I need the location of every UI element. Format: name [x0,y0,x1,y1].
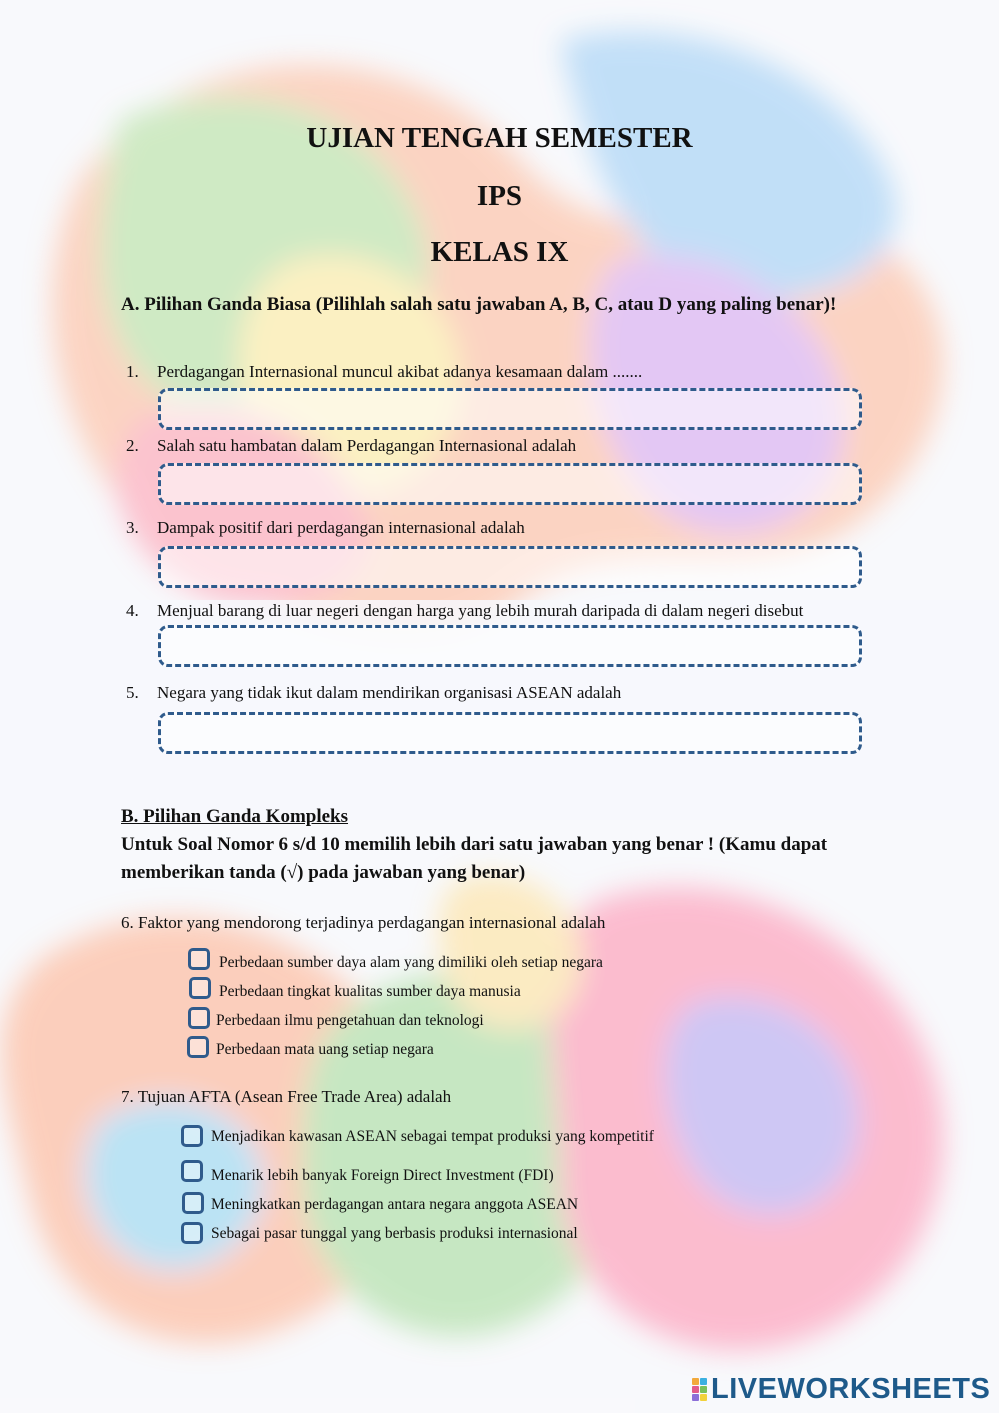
question-text: Dampak positif dari perdagangan internasional adalah [157,518,525,537]
option-label: Menarik lebih banyak Foreign Direct Investment (FDI) [211,1167,554,1184]
option-label: Meningkatkan perdagangan antara negara anggota ASEAN [211,1196,579,1213]
answer-box-5[interactable] [158,712,862,754]
liveworksheets-logo-icon [692,1378,707,1401]
section-b-instruction: Untuk Soal Nomor 6 s/d 10 memilih lebih dari satu jawaban yang benar ! (Kamu dapat memberikan tanda (√) pada jawaban yang benar) [121,834,828,883]
question-number: 2. [126,436,139,455]
question-number: 5. [126,683,139,702]
question-text: Negara yang tidak ikut dalam mendirikan organisasi ASEAN adalah [157,683,622,702]
option-label: Perbedaan mata uang setiap negara [216,1041,434,1058]
checkbox-q6-option-1[interactable] [188,948,210,970]
checkbox-q6-option-3[interactable] [188,1007,210,1029]
question-6: 6. Faktor yang mendorong terjadinya perdagangan internasional adalah [121,913,606,932]
logo-text: LIVEWORKSHEETS [711,1372,991,1405]
question-text: Salah satu hambatan dalam Perdagangan Internasional adalah [157,436,577,455]
answer-box-1[interactable] [158,388,862,430]
option-label: Sebagai pasar tunggal yang berbasis produksi internasional [211,1225,578,1242]
question-7: 7. Tujuan AFTA (Asean Free Trade Area) adalah [121,1087,452,1106]
liveworksheets-logo[interactable] [692,1372,990,1406]
question-text: Menjual barang di luar negeri dengan harga yang lebih murah daripada di dalam negeri disebut [157,601,804,620]
question-number: 1. [126,362,139,381]
section-b-title: B. Pilihan Ganda Kompleks [121,806,349,827]
option-label: Perbedaan sumber daya alam yang dimiliki oleh setiap negara [219,954,603,971]
checkbox-q7-option-1[interactable] [181,1125,203,1147]
checkbox-q6-option-4[interactable] [187,1036,209,1058]
question-1 [126,362,642,382]
question-number: 3. [126,518,139,537]
exam-title: UJIAN TENGAH SEMESTER [306,122,693,154]
answer-box-4[interactable] [158,625,862,667]
checkbox-q7-option-4[interactable] [181,1222,203,1244]
question-5 [126,683,621,703]
checkbox-q7-option-3[interactable] [182,1192,204,1214]
checkbox-q7-option-2[interactable] [181,1160,203,1182]
exam-class: KELAS IX [430,236,569,268]
checkbox-q6-option-2[interactable] [189,977,211,999]
section-a-heading: A. Pilihan Ganda Biasa (Pilihlah salah satu jawaban A, B, C, atau D yang paling benar)! [121,294,837,315]
question-4 [126,601,803,621]
option-label: Perbedaan tingkat kualitas sumber daya manusia [219,983,521,1000]
question-2 [126,436,576,456]
answer-box-2[interactable] [158,463,862,505]
question-number: 4. [126,601,139,620]
exam-subject: IPS [476,180,523,212]
question-3 [126,518,525,538]
answer-box-3[interactable] [158,546,862,588]
question-text: Perdagangan Internasional muncul akibat adanya kesamaan dalam ....... [157,362,643,381]
option-label: Perbedaan ilmu pengetahuan dan teknologi [216,1012,484,1029]
option-label: Menjadikan kawasan ASEAN sebagai tempat produksi yang kompetitif [211,1128,654,1145]
